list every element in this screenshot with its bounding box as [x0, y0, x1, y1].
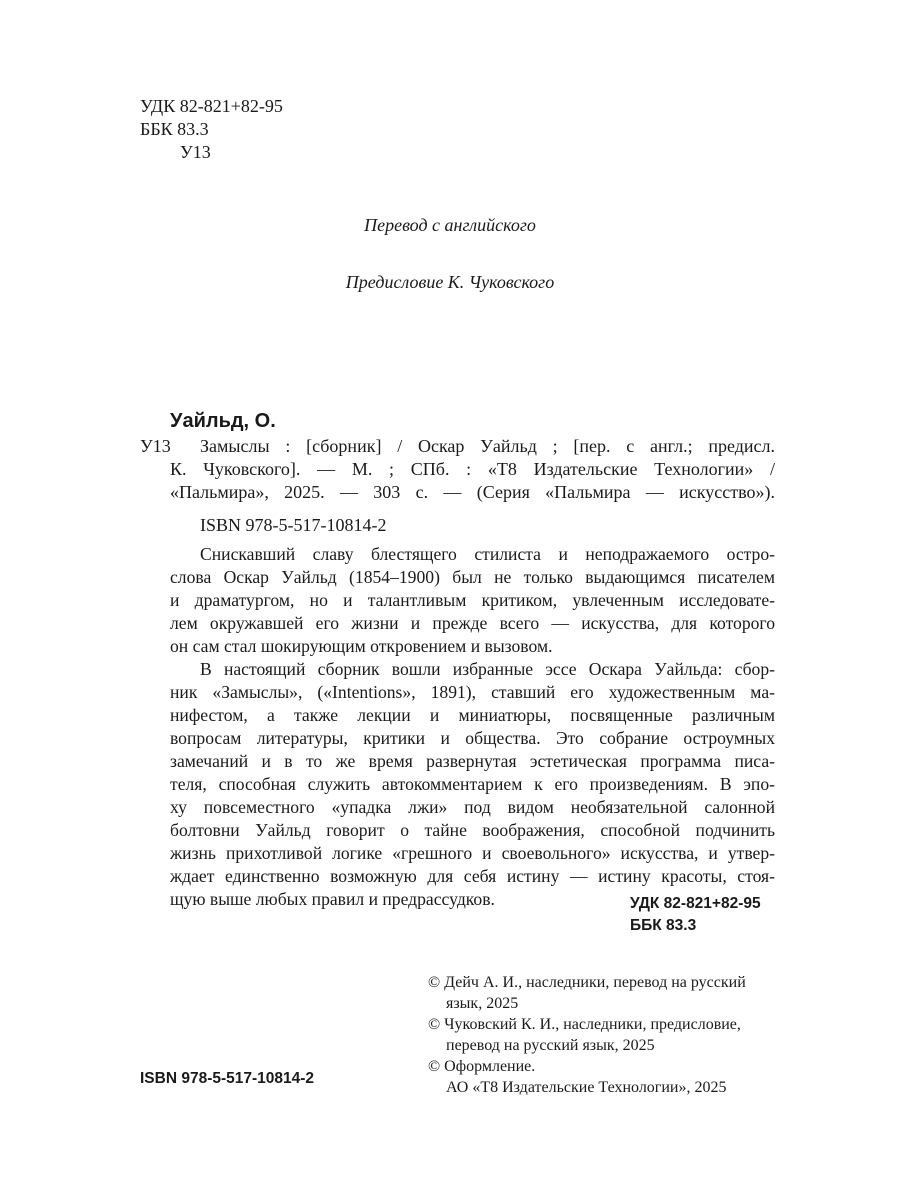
annotation-line: замечаний и в то же время развернутая эстетическая программа писа- — [170, 751, 775, 771]
catalog-description — [200, 435, 775, 458]
annotation-line: Снискавший славу блестящего стилиста и неподражаемого остро- — [200, 544, 775, 564]
catalog-line: К. Чуковского]. — М. ; СПб. : «Т8 Издательские Технологии» / — [170, 459, 775, 479]
annotation-line: жизнь прихотливой логике «грешного и своевольного» искусства, и утвер- — [170, 843, 775, 863]
bbk-code: ББК 83.3 — [140, 119, 209, 139]
annotation-line: теля, способная служить автокомментарием к его произведениям. В эпо- — [170, 774, 775, 794]
catalog-line: «Пальмира», 2025. — 303 с. — (Серия «Пальмира — искусство»). — [170, 482, 775, 502]
copyright-publisher: АО «Т8 Издательские Технологии», 2025 — [446, 1079, 727, 1096]
author-mark: У13 — [180, 142, 211, 162]
preface-note: Предисловие К. Чуковского — [345, 272, 555, 292]
annotation-line: слова Оскар Уайльд (1854–1900) был не только выдающимся писателем — [170, 567, 775, 587]
annotation-line: вопросам литературы, критики и общества. Это собрание остроумных — [170, 728, 775, 748]
annotation-line: ник «Замыслы», («Intentions», 1891), ставший его художественным ма- — [170, 682, 775, 702]
annotation-line: ху повсеместного «упадка лжи» под видом необязательной салонной — [170, 797, 775, 817]
index-bbk: ББК 83.3 — [630, 917, 697, 934]
catalog-code: У13 — [140, 436, 171, 456]
annotation-line: щую выше любых правил и предрассудков. — [170, 889, 495, 909]
copyright-translation-cont: язык, 2025 — [446, 995, 519, 1012]
annotation-line: лем окружавшей его жизни и прежде всего — искусства, для которого — [170, 613, 775, 633]
annotation-line: и драматургом, но и талантливым критиком, увлеченным исследовате- — [170, 590, 775, 610]
catalog-author: Уайльд, О. — [170, 410, 276, 432]
udk-code: УДК 82-821+82-95 — [140, 96, 283, 116]
index-udk: УДК 82-821+82-95 — [630, 895, 761, 912]
annotation-line: В настоящий сборник вошли избранные эссе Оскара Уайльда: сбор- — [200, 659, 775, 679]
copyright-translation: © Дейч А. И., наследники, перевод на русский — [428, 974, 746, 991]
catalog-isbn: ISBN 978-5-517-10814-2 — [200, 515, 387, 535]
annotation-line: нифестом, а также лекции и миниатюры, посвященные различным — [170, 705, 775, 725]
catalog-description-cont — [170, 458, 775, 504]
annotation-line: ждает единственно возможную для себя истину — истину красоты, стоя- — [170, 866, 775, 886]
copyright-preface: © Чуковский К. И., наследники, предисловие, — [428, 1016, 741, 1033]
copyright-preface-cont: перевод на русский язык, 2025 — [446, 1037, 655, 1054]
translation-note: Перевод с английского — [364, 215, 536, 235]
catalog-line: Замыслы : [сборник] / Оскар Уайльд ; [пер. с англ.; предисл. — [200, 436, 775, 456]
annotation-line: болтовни Уайльд говорит о тайне воображения, способной подчинить — [170, 820, 775, 840]
annotation-line: он сам стал шокирующим откровением и вызовом. — [170, 636, 553, 656]
footer-isbn: ISBN 978-5-517-10814-2 — [140, 1070, 315, 1087]
copyright-design: © Оформление. — [428, 1058, 536, 1075]
